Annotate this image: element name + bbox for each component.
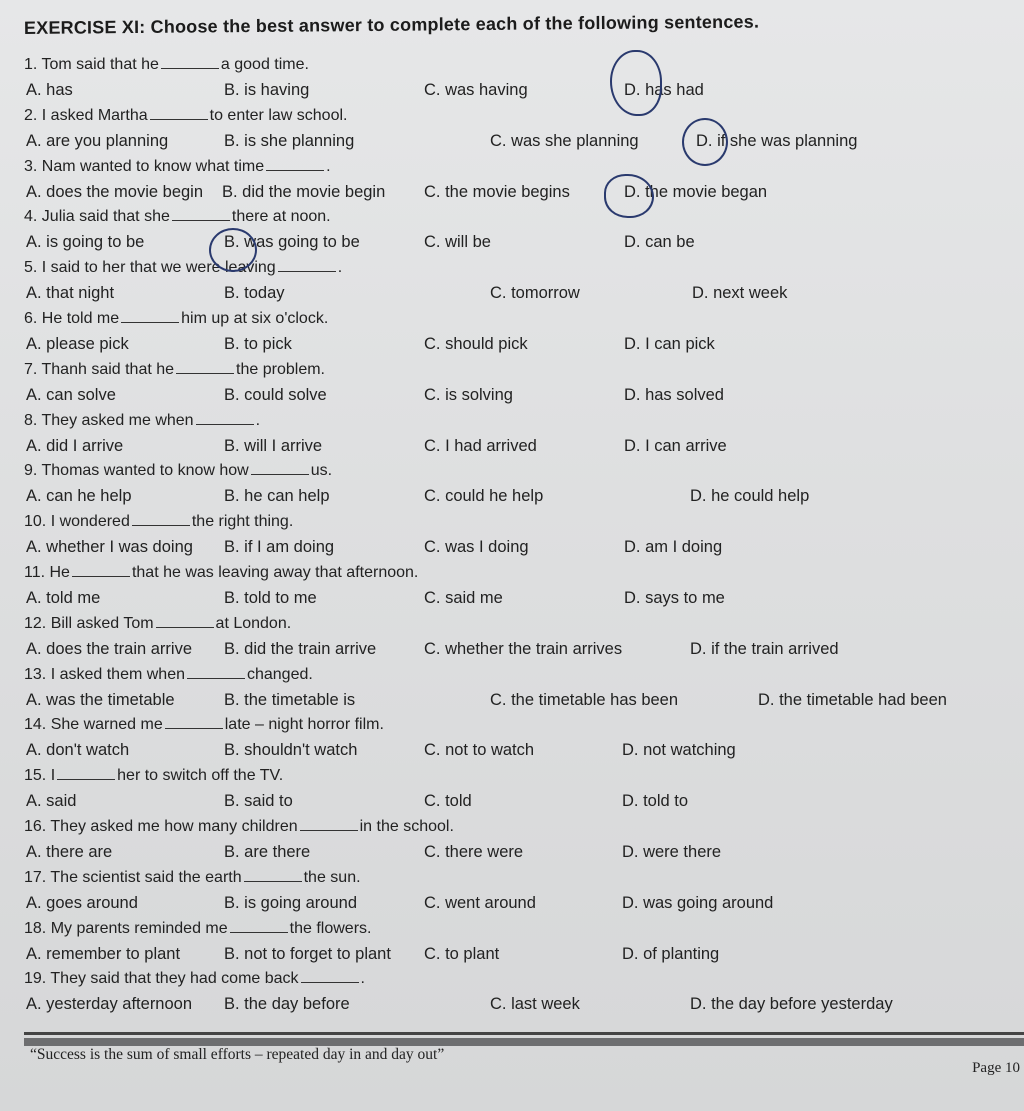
- question-text-before: 14. She warned me: [24, 716, 163, 734]
- question-stem: [24, 564, 418, 582]
- option-a: A. yesterday afternoon: [26, 995, 193, 1014]
- question-stem: [24, 920, 371, 938]
- question-text-before: 12. Bill asked Tom: [24, 614, 154, 632]
- option-d: D. if she was planning: [696, 131, 858, 150]
- question-text-after: .: [326, 157, 331, 175]
- question-text-after: .: [255, 411, 261, 429]
- question-text-after: changed.: [246, 665, 313, 683]
- option-b: B. he can help: [224, 487, 330, 506]
- answer-blank: [172, 208, 230, 221]
- question-text-after: to enter law school.: [209, 106, 348, 124]
- question-text-after: a good time.: [220, 56, 309, 73]
- answer-blank: [161, 56, 219, 69]
- question-item: [24, 920, 1014, 971]
- question-stem: [24, 158, 331, 176]
- option-a: A. remember to plant: [26, 944, 181, 963]
- option-b: B. the day before: [224, 995, 350, 1014]
- option-c: C. will be: [424, 233, 491, 252]
- answer-blank: [57, 767, 115, 780]
- option-a: A. does the train arrive: [26, 639, 192, 658]
- question-item: [24, 767, 1014, 818]
- option-a: A. does the movie begin: [26, 182, 204, 201]
- question-stem: [24, 869, 361, 887]
- answer-blank: [300, 818, 358, 831]
- answer-blank: [176, 361, 234, 374]
- question-text-after: late – night horror film.: [224, 716, 384, 734]
- option-d: D. not watching: [622, 741, 736, 760]
- option-d: D. if the train arrived: [690, 639, 839, 658]
- question-stem: [24, 107, 347, 125]
- question-text-before: 18. My parents reminded me: [24, 919, 228, 937]
- answer-blank: [244, 869, 302, 882]
- answer-blank: [72, 564, 130, 577]
- question-item: [24, 513, 1014, 564]
- answer-mark-circle: [682, 118, 728, 166]
- option-c: C. was she planning: [490, 131, 639, 150]
- option-a: A. is going to be: [26, 233, 145, 252]
- answer-blank: [278, 259, 336, 272]
- question-text-before: 19. They said that they had come back: [24, 970, 299, 988]
- question-item: [24, 818, 1014, 869]
- question-stem: [24, 208, 331, 226]
- question-text-before: 8. They asked me when: [24, 411, 194, 429]
- question-stem: [24, 310, 328, 328]
- question-text-before: 13. I asked them when: [24, 665, 185, 683]
- answer-blank: [150, 107, 208, 120]
- option-a: A. did I arrive: [26, 436, 124, 455]
- exercise-title: EXERCISE XI: Choose the best answer to complete each of the following sentences.: [23, 11, 760, 38]
- question-item: [24, 107, 1014, 158]
- option-b: B. did the train arrive: [224, 639, 377, 658]
- option-d: D. next week: [692, 284, 788, 303]
- question-text-before: 11. He: [24, 563, 70, 581]
- option-b: B. shouldn't watch: [224, 741, 358, 760]
- question-text-after: in the school.: [359, 817, 454, 835]
- question-stem: [24, 818, 454, 836]
- question-item: [24, 310, 1014, 361]
- option-d: D. has solved: [624, 385, 724, 404]
- option-c: C. should pick: [424, 334, 528, 353]
- answer-blank: [251, 462, 309, 475]
- answer-mark-circle: [610, 50, 662, 116]
- option-b: B. today: [224, 284, 285, 303]
- answer-mark-circle: [209, 228, 257, 272]
- question-text-after: her to switch off the TV.: [117, 767, 284, 785]
- question-stem: [24, 412, 260, 430]
- option-a: A. can he help: [26, 487, 132, 506]
- option-b: B. told to me: [224, 588, 317, 607]
- option-b: B. the timetable is: [224, 690, 356, 709]
- option-b: B. could solve: [224, 385, 327, 404]
- question-item: [24, 158, 1014, 209]
- question-stem: [24, 767, 283, 785]
- question-text-after: the flowers.: [289, 919, 372, 937]
- option-d: D. the movie began: [624, 182, 768, 201]
- question-item: [24, 716, 1014, 767]
- option-a: A. can solve: [26, 385, 116, 404]
- option-c: C. I had arrived: [424, 436, 537, 455]
- option-d: D. he could help: [690, 487, 810, 506]
- question-text-before: 10. I wondered: [24, 513, 130, 531]
- question-stem: [24, 615, 291, 633]
- question-stem: [24, 56, 309, 74]
- question-stem: [24, 513, 293, 531]
- question-text-before: 4. Julia said that she: [24, 208, 170, 226]
- option-c: C. not to watch: [424, 741, 535, 760]
- question-text-before: 3. Nam wanted to know what time: [24, 157, 265, 175]
- option-a: A. don't watch: [26, 741, 130, 760]
- question-text-after: us.: [310, 462, 333, 480]
- question-stem: [24, 970, 365, 988]
- question-text-after: the sun.: [303, 868, 361, 886]
- page-number: Page 10: [972, 1060, 1020, 1076]
- option-c: C. was having: [424, 81, 528, 99]
- option-a: A. there are: [26, 842, 113, 861]
- option-c: C. to plant: [424, 944, 500, 963]
- question-text-before: 9. Thomas wanted to know how: [24, 462, 249, 480]
- question-item: [24, 970, 1014, 1021]
- question-text-after: him up at six o'clock.: [181, 309, 329, 327]
- option-a: A. that night: [26, 284, 115, 303]
- question-text-after: .: [337, 259, 343, 277]
- answer-blank: [196, 412, 254, 425]
- option-a: A. are you planning: [26, 131, 169, 150]
- option-b: B. was going to be: [224, 233, 360, 252]
- question-item: [24, 666, 1014, 717]
- question-text-after: the problem.: [236, 360, 325, 378]
- question-text-after: at London.: [215, 614, 292, 632]
- answer-blank: [187, 666, 245, 679]
- question-stem: [24, 361, 325, 379]
- answer-blank: [266, 158, 324, 171]
- footer-quote: “Success is the sum of small efforts – repeated day in and day out”: [30, 1046, 445, 1063]
- option-c: C. there were: [424, 842, 524, 861]
- question-text-after: that he was leaving away that afternoon.: [131, 563, 419, 581]
- option-a: A. told me: [26, 588, 101, 607]
- question-text-before: 5. I said to her that we were leaving: [24, 259, 276, 277]
- option-b: B. not to forget to plant: [224, 944, 391, 963]
- option-b: B. is going around: [224, 893, 358, 912]
- option-a: A. goes around: [26, 893, 138, 912]
- option-c: C. is solving: [424, 385, 513, 404]
- option-a: A. was the timetable: [26, 690, 175, 709]
- question-item: [24, 361, 1014, 412]
- option-d: D. of planting: [622, 944, 720, 963]
- option-d: D. can be: [624, 233, 695, 252]
- question-item: [24, 615, 1014, 666]
- option-d: D. was going around: [622, 893, 774, 912]
- option-a: A. has: [26, 81, 73, 99]
- option-a: A. whether I was doing: [26, 538, 193, 557]
- footer-divider-thick: [24, 1038, 1024, 1046]
- question-text-before: 6. He told me: [24, 309, 120, 327]
- question-stem: [24, 462, 332, 480]
- option-b: B. are there: [224, 842, 311, 861]
- option-b: B. is having: [224, 81, 310, 99]
- question-stem: [24, 666, 313, 684]
- question-list: [24, 56, 1014, 1021]
- option-b: B. to pick: [224, 334, 292, 353]
- question-text-before: 17. The scientist said the earth: [24, 868, 242, 886]
- question-text-before: 7. Thanh said that he: [24, 360, 175, 378]
- option-b: B. is she planning: [224, 131, 355, 150]
- question-item: [24, 56, 1014, 107]
- question-text-after: .: [360, 970, 365, 988]
- answer-blank: [121, 310, 179, 323]
- question-stem: [24, 716, 384, 734]
- option-c: C. last week: [490, 995, 580, 1014]
- option-d: D. were there: [622, 842, 722, 861]
- question-text-after: there at noon.: [231, 208, 331, 226]
- option-b: B. if I am doing: [224, 538, 335, 557]
- option-c: C. was I doing: [424, 538, 529, 557]
- option-c: C. the movie begins: [424, 182, 570, 201]
- answer-mark-circle: [604, 174, 654, 218]
- option-c: C. said me: [424, 588, 503, 607]
- option-d: D. I can arrive: [624, 436, 727, 455]
- option-d: D. the timetable had been: [758, 690, 947, 709]
- question-text-before: 15. I: [24, 767, 56, 785]
- question-item: [24, 564, 1014, 615]
- question-text-after: the right thing.: [191, 513, 294, 531]
- footer-divider: [24, 1032, 1024, 1035]
- option-c: C. whether the train arrives: [424, 639, 623, 658]
- question-item: [24, 869, 1014, 920]
- answer-blank: [230, 920, 288, 933]
- option-d: D. I can pick: [624, 334, 715, 353]
- question-item: [24, 259, 1014, 310]
- option-a: A. please pick: [26, 334, 129, 353]
- option-c: C. tomorrow: [490, 284, 580, 303]
- question-text-before: 2. I asked Martha: [24, 106, 148, 124]
- option-c: C. the timetable has been: [490, 690, 679, 709]
- question-stem: [24, 259, 342, 277]
- option-d: D. has had: [624, 81, 704, 99]
- option-b: B. said to: [224, 792, 293, 811]
- option-d: D. says to me: [624, 588, 725, 607]
- option-c: C. could he help: [424, 487, 544, 506]
- option-b: B. did the movie begin: [222, 182, 386, 201]
- question-item: [24, 462, 1014, 513]
- answer-blank: [132, 513, 190, 526]
- question-text-before: 16. They asked me how many children: [24, 817, 298, 835]
- answer-blank: [165, 716, 223, 729]
- option-d: D. am I doing: [624, 538, 723, 557]
- question-text-before: 1. Tom said that he: [24, 56, 159, 73]
- option-d: D. the day before yesterday: [690, 995, 893, 1014]
- option-d: D. told to: [622, 792, 689, 811]
- option-c: C. went around: [424, 893, 536, 912]
- option-a: A. said: [26, 792, 77, 811]
- answer-blank: [156, 615, 214, 628]
- answer-blank: [301, 970, 359, 983]
- question-item: [24, 412, 1014, 463]
- question-item: [24, 208, 1014, 259]
- option-b: B. will I arrive: [224, 436, 323, 455]
- option-c: C. told: [424, 792, 472, 811]
